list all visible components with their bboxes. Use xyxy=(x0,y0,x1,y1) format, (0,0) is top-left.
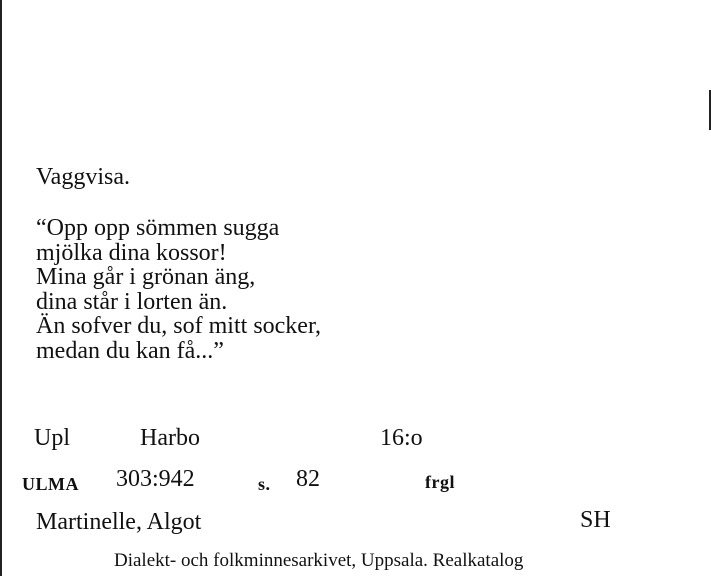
verse-block xyxy=(36,216,321,363)
page-number: 82 xyxy=(296,466,320,492)
song-title: Vaggvisa. xyxy=(36,164,130,190)
verse-line-1: “Opp opp sömmen sugga xyxy=(36,215,280,241)
province-label: Upl xyxy=(34,425,70,451)
verse-line-5: Än sofver du, sof mitt socker, xyxy=(36,313,321,339)
page-prefix: s. xyxy=(258,474,271,494)
verse-line-2: mjölka dina kossor! xyxy=(36,239,227,266)
verse-line-6: medan du kan få...” xyxy=(36,337,224,364)
archive-footer: Dialekt- och folkminnesarkivet, Uppsala. Realkatalog xyxy=(114,550,524,571)
record-code: 16:o xyxy=(380,425,423,451)
archive-label: ULMA xyxy=(22,474,79,494)
verse-line-4: dina står i lorten än. xyxy=(36,288,228,315)
recorder-name: Martinelle, Algot xyxy=(36,509,202,535)
verse-line-3: Mina går i grönan äng, xyxy=(36,264,256,290)
card-left-edge xyxy=(0,0,2,576)
recorder-initials: SH xyxy=(580,507,611,533)
parish-label: Harbo xyxy=(140,425,200,451)
accession-number: 303:942 xyxy=(116,466,195,492)
category-label: frgl xyxy=(425,472,455,492)
